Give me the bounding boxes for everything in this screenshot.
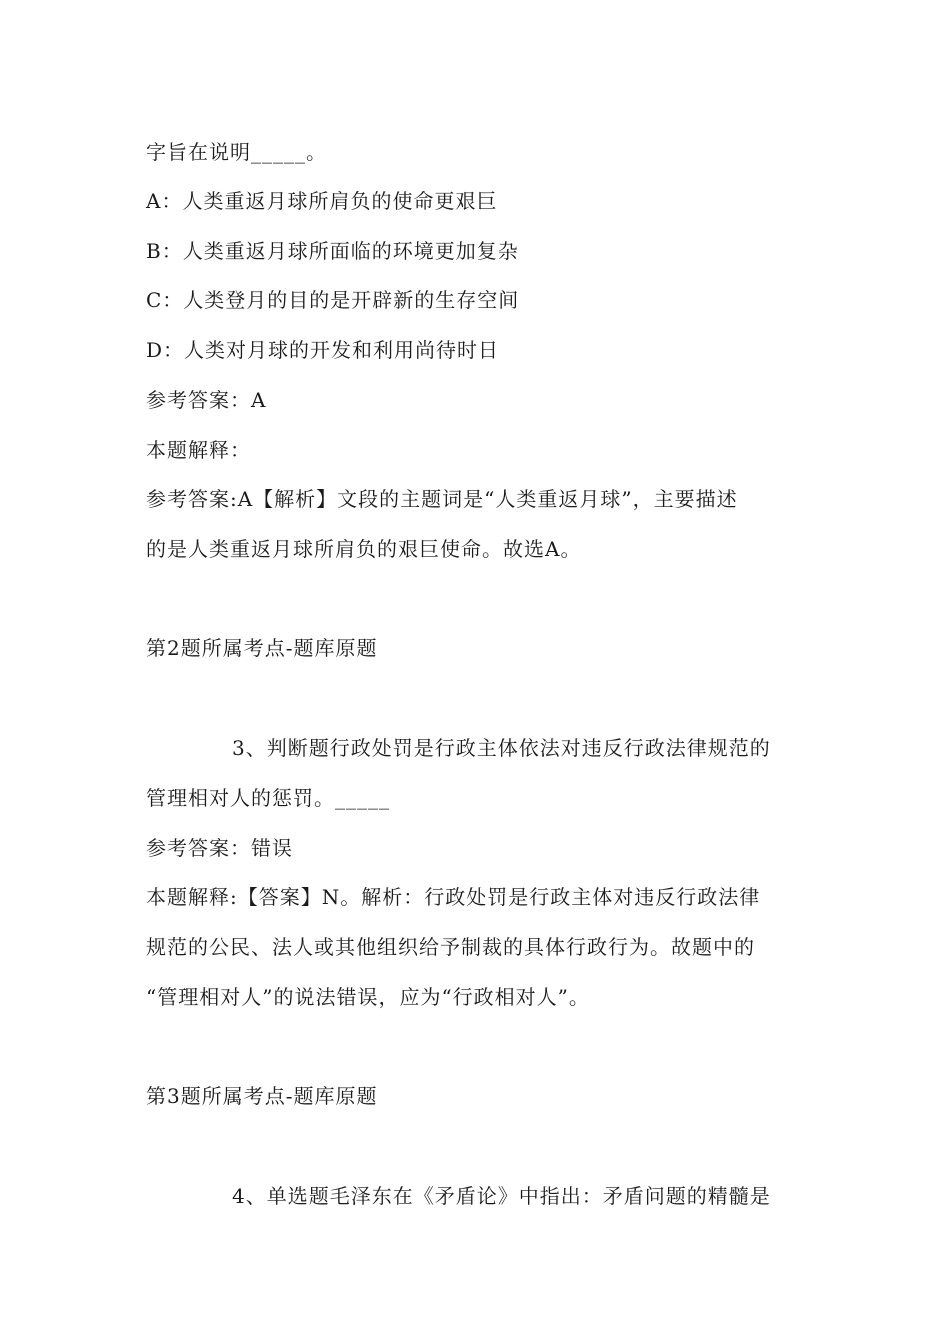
answer: 参考答案：错误 xyxy=(146,836,293,860)
explanation-line: “管理相对人”的说法错误，应为“行政相对人”。 xyxy=(146,985,590,1009)
question-stem: 3、判断题行政处罚是行政主体依法对违反行政法律规范的 xyxy=(232,736,771,760)
option-c: C：人类登月的目的是开辟新的生存空间 xyxy=(146,288,520,312)
question-stem: 4、单选题毛泽东在《矛盾论》中指出：矛盾问题的精髓是 xyxy=(232,1184,771,1208)
option-a: A：人类重返月球所肩负的使命更艰巨 xyxy=(146,189,498,213)
question-stem: 管理相对人的惩罚。_____ xyxy=(146,786,390,810)
option-d: D：人类对月球的开发和利用尚待时日 xyxy=(146,338,500,362)
explanation-line: 规范的公民、法人或其他组织给予制裁的具体行政行为。故题中的 xyxy=(146,935,755,959)
explanation-line: 本题解释:【答案】N。解析：行政处罚是行政主体对违反行政法律 xyxy=(146,885,761,909)
explanation-line: 的是人类重返月球所肩负的艰巨使命。故选A。 xyxy=(146,537,582,561)
option-b: B：人类重返月球所面临的环境更加复杂 xyxy=(146,239,519,263)
section-heading: 第3题所属考点-题库原题 xyxy=(146,1084,378,1108)
explanation-label: 本题解释： xyxy=(146,438,251,462)
question-stem-tail: 字旨在说明_____。 xyxy=(146,140,327,164)
section-heading: 第2题所属考点-题库原题 xyxy=(146,636,378,660)
answer: 参考答案：A xyxy=(146,388,267,412)
explanation-line: 参考答案:A【解析】文段的主题词是“人类重返月球”，主要描述 xyxy=(146,487,738,511)
